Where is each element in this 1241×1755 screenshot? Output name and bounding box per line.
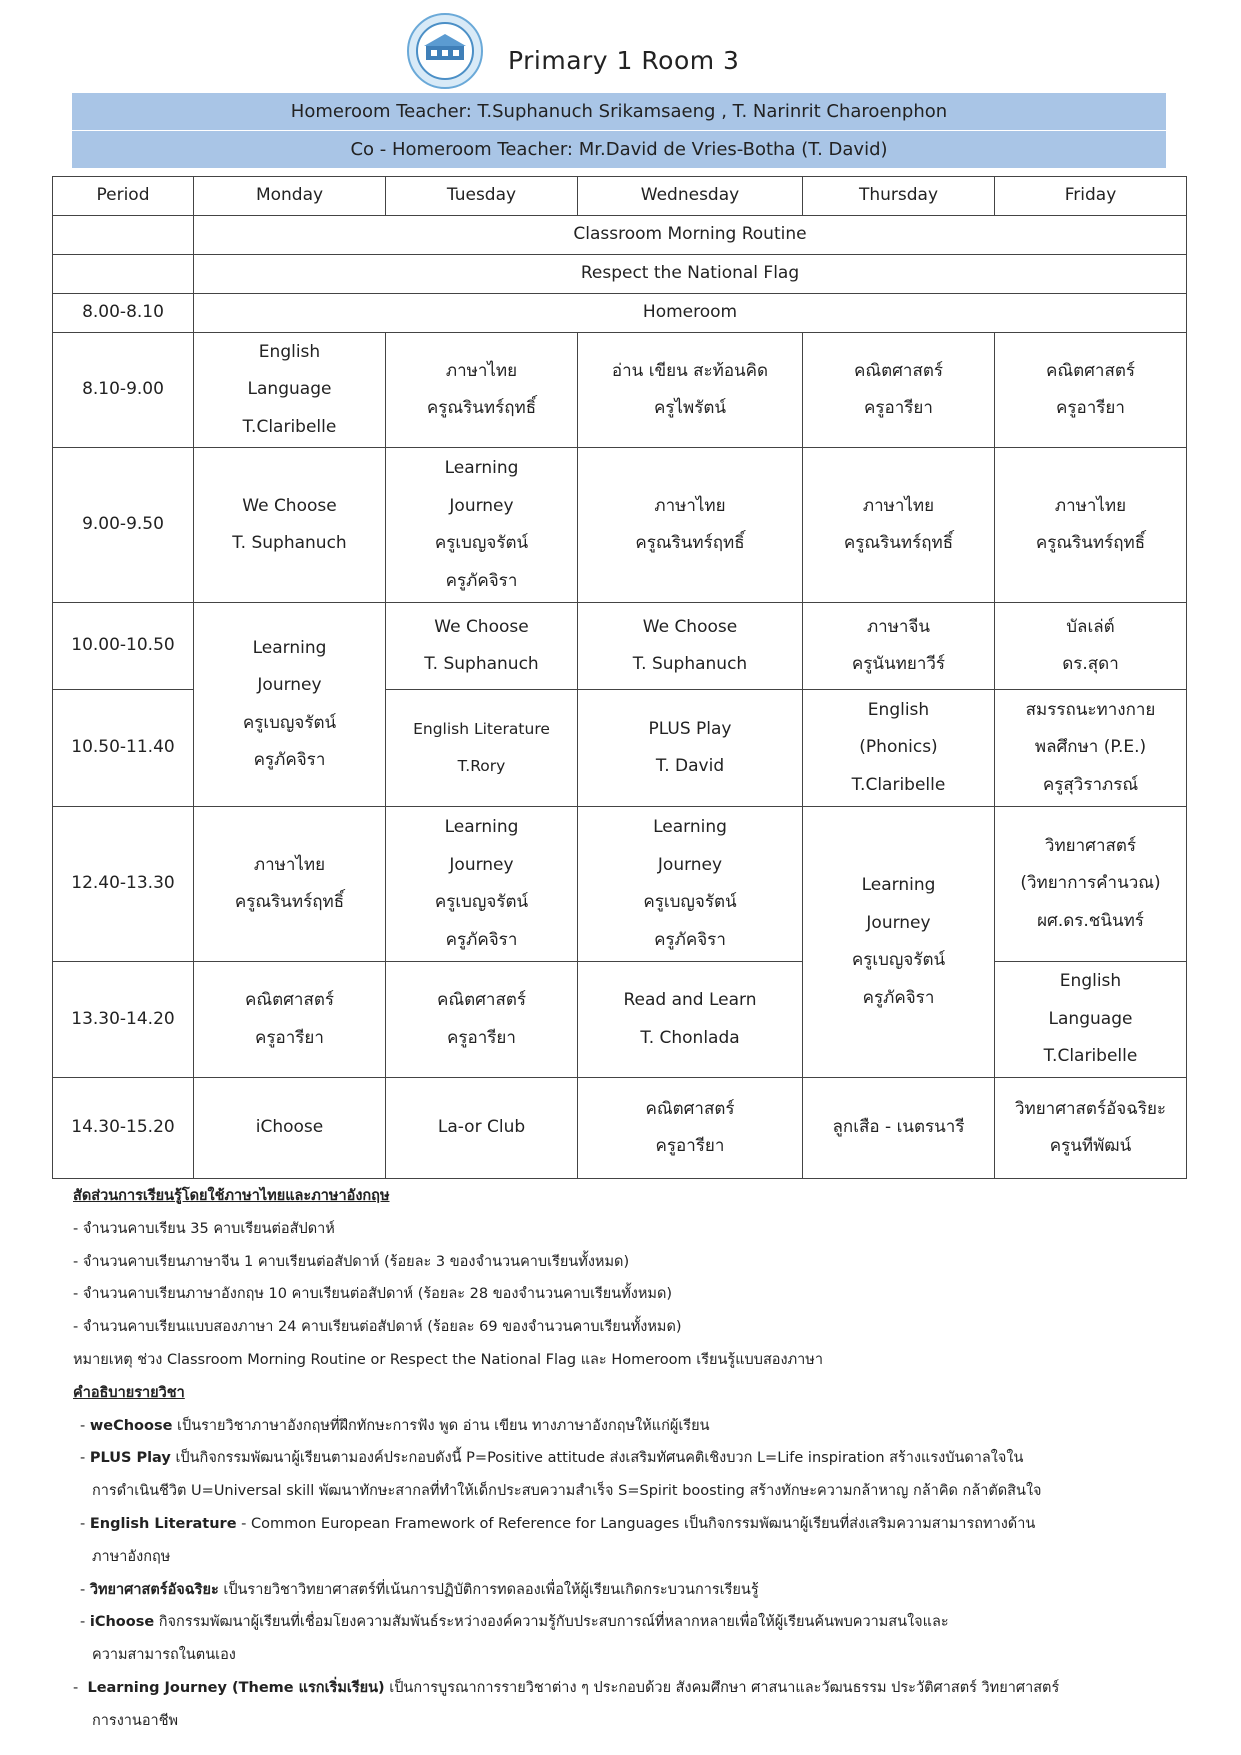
- desc-term: weChoose: [89, 1417, 173, 1434]
- period-time: 12.40-13.30: [53, 807, 194, 962]
- desc-text: ความสามารถในตนเอง: [92, 1647, 236, 1664]
- cell-line: คณิตศาสตร์: [853, 360, 944, 381]
- cell-line: ครูภัคจิรา: [862, 987, 935, 1008]
- cell-line: T. Chonlada: [640, 1027, 740, 1048]
- class-cell: [578, 807, 803, 962]
- period-time: 10.00-10.50: [53, 603, 194, 690]
- cell-line: ภาษาไทย: [654, 495, 726, 516]
- cell-line: T. Suphanuch: [232, 533, 347, 553]
- header-wednesday: Wednesday: [578, 177, 803, 216]
- flag-row: [53, 255, 1187, 294]
- cell-line: We Choose: [642, 616, 738, 637]
- class-cell: [578, 333, 803, 448]
- desc-wechoose: - weChoose เป็นรายวิชาภาษาอังกฤษที่ฝึกทักษะการฟัง พูด อ่าน เขียน ทางภาษาอังกฤษให้แก่ผู้เรียน: [80, 1417, 710, 1434]
- cell-line: Learning: [444, 458, 519, 478]
- cell-line: Journey: [866, 912, 931, 933]
- cell-line: Learning: [653, 817, 727, 837]
- desc-text: เป็นรายวิชาภาษาอังกฤษที่ฝึกทักษะการฟัง พูด อ่าน เขียน ทางภาษาอังกฤษให้แก่ผู้เรียน: [172, 1417, 710, 1434]
- cell-line: ครูณรินทร์ฤทธิ์: [635, 533, 745, 553]
- class-cell: [386, 962, 578, 1078]
- cell-line: ภาษาไทย: [445, 360, 518, 381]
- desc-text: - Common European Framework of Reference for Languages เป็นกิจกรรมพัฒนาผู้เรียนที่ส่งเสริมความสามารถทางด้าน: [236, 1515, 1036, 1532]
- cell-line: วิทยาศาสตร์อัจฉริยะ: [1014, 1098, 1167, 1119]
- cell-line: ครูอารียา: [1056, 398, 1125, 418]
- cell-line: Read and Learn: [623, 990, 757, 1010]
- header-tuesday: Tuesday: [386, 177, 578, 216]
- description-heading: คำอธิบายรายวิชา: [73, 1384, 185, 1401]
- cell-line: ครูเบญจรัตน์: [643, 892, 737, 912]
- cell-line: ครูภัคจิรา: [445, 570, 518, 591]
- cell-line: T. Suphanuch: [424, 654, 539, 674]
- desc-text: เป็นกิจกรรมพัฒนาผู้เรียนตามองค์ประกอบดังนี้ P=Positive attitude ส่งเสริมทัศนคติเชิงบวก L=Life inspiration สร้างแรงบันดาลใจใน: [170, 1450, 1024, 1467]
- header-thursday: Thursday: [803, 177, 995, 216]
- class-cell: [578, 1078, 803, 1179]
- ratio-line: - จำนวนคาบเรียนภาษาจีน 1 คาบเรียนต่อสัปดาห์ (ร้อยละ 3 ของจำนวนคาบเรียนทั้งหมด): [73, 1253, 630, 1270]
- cell-line: Language: [1048, 1008, 1133, 1029]
- cell-line: ครูเบญจรัตน์: [242, 712, 337, 733]
- remark: หมายเหตุ ช่วง Classroom Morning Routine or Respect the National Flag และ Homeroom เรียนรู้แบบสองภาษา: [73, 1351, 823, 1368]
- cell-line: ครูภัคจิรา: [654, 929, 726, 950]
- cell-line: Journey: [257, 675, 322, 695]
- co-homeroom-teacher-banner: Co - Homeroom Teacher: Mr.David de Vries-Botha (T. David): [72, 131, 1166, 168]
- class-cell: [578, 603, 803, 690]
- desc-plus-play: - PLUS Play เป็นกิจกรรมพัฒนาผู้เรียนตามองค์ประกอบดังนี้ P=Positive attitude ส่งเสริมทัศนคติเชิงบวก L=Life inspiration สร้างแรงบันดาลใจใน: [80, 1450, 1024, 1467]
- cell-line: ครูสุวิราภรณ์: [1042, 774, 1139, 795]
- homeroom-row: [53, 294, 1187, 333]
- period-row: [53, 603, 1187, 690]
- timetable: [52, 176, 1187, 1179]
- class-cell: [386, 1078, 578, 1179]
- class-cell: [803, 603, 995, 690]
- class-cell: [578, 448, 803, 603]
- class-cell: [995, 448, 1187, 603]
- desc-term: PLUS Play: [89, 1450, 171, 1467]
- period-row: [53, 962, 1187, 1078]
- cell-line: Journey: [449, 495, 514, 516]
- school-logo: [406, 12, 484, 90]
- cell-line: English: [867, 699, 930, 720]
- period-row: [53, 1078, 1187, 1179]
- header-row: [53, 177, 1187, 216]
- desc-text: เป็นรายวิชาวิทยาศาสตร์ที่เน้นการปฏิบัติการทดลองเพื่อให้ผู้เรียนเกิดกระบวนการเรียนรู้: [218, 1581, 759, 1598]
- class-cell: [995, 962, 1187, 1078]
- cell-line: ครูอารียา: [655, 1136, 725, 1156]
- cell-line: We Choose: [434, 616, 529, 637]
- class-cell: [386, 807, 578, 962]
- period-row: [53, 333, 1187, 448]
- cell-line: สมรรถนะทางกาย: [1025, 699, 1156, 720]
- desc-learning-journey: - Learning Journey (Theme แรกเริ่มเรียน) เป็นการบูรณาการรายวิชาต่าง ๆ ประกอบด้วย สังคมศึกษา ศาสนาและวัฒนธรรม ประวัติศาสตร์ วิทยาศาสตร์: [73, 1679, 1060, 1696]
- cell-line: iChoose: [255, 1117, 324, 1138]
- class-cell: [995, 1078, 1187, 1179]
- cell-line: English: [258, 341, 321, 362]
- period-time: 8.10-9.00: [53, 333, 194, 448]
- cell-line: PLUS Play: [648, 718, 732, 739]
- national-flag-cell: Respect the National Flag: [194, 255, 1187, 294]
- class-cell: [995, 603, 1187, 690]
- period-row: [53, 807, 1187, 962]
- desc-english-literature: - English Literature - Common European Framework of Reference for Languages เป็นกิจกรรมพัฒนาผู้เรียนที่ส่งเสริมความสามารถทางด้าน: [80, 1515, 1036, 1532]
- desc-text: กิจกรรมพัฒนาผู้เรียนที่เชื่อมโยงความสัมพันธ์ระหว่างองค์ความรู้กับประสบการณ์ที่หลากหลายเพื่อให้ผู้เรียนค้นพบความสนใจและ: [154, 1614, 949, 1631]
- class-cell: [194, 448, 386, 603]
- class-cell: [386, 333, 578, 448]
- class-cell: [194, 1078, 386, 1179]
- cell-line: Learning: [444, 817, 519, 837]
- homeroom-cell: Homeroom: [194, 294, 1187, 333]
- cell-line: วิทยาศาสตร์: [1044, 835, 1137, 856]
- cell-line: (วิทยาการคำนวณ): [1020, 873, 1161, 894]
- cell-line: ครูณรินทร์ฤทธิ์: [426, 398, 537, 418]
- class-cell: [995, 690, 1187, 807]
- cell-line: We Choose: [242, 495, 337, 516]
- class-cell: [803, 807, 995, 1078]
- cell-line: (Phonics): [859, 737, 938, 758]
- period-time: 8.00-8.10: [53, 294, 194, 333]
- empty-period-cell: [53, 255, 194, 294]
- class-cell: [194, 807, 386, 962]
- cell-line: ผศ.ดร.ชนินทร์: [1037, 910, 1144, 931]
- cell-line: คณิตศาสตร์: [244, 990, 335, 1010]
- cell-line: ภาษาไทย: [1054, 495, 1127, 516]
- period-time: 9.00-9.50: [53, 448, 194, 603]
- cell-line: Journey: [449, 854, 514, 875]
- class-cell: [578, 690, 803, 807]
- desc-term: วิทยาศาสตร์อัจฉริยะ: [89, 1581, 219, 1598]
- cell-line: T. David: [655, 756, 725, 776]
- class-cell: [386, 603, 578, 690]
- cell-line: คณิตศาสตร์: [645, 1098, 735, 1119]
- cell-line: ครูณรินทร์ฤทธิ์: [843, 533, 954, 553]
- cell-line: ดร.สุดา: [1062, 654, 1119, 674]
- empty-period-cell: [53, 216, 194, 255]
- desc-ichoose: - iChoose กิจกรรมพัฒนาผู้เรียนที่เชื่อมโยงความสัมพันธ์ระหว่างองค์ความรู้กับประสบการณ์ที่หลากหลายเพื่อให้ผู้เรียนค้นพบความสนใจและ: [80, 1614, 949, 1631]
- period-time: 14.30-15.20: [53, 1078, 194, 1179]
- class-cell: [578, 962, 803, 1078]
- cell-line: Language: [247, 379, 332, 400]
- cell-line: ครูอารียา: [255, 1027, 324, 1048]
- class-cell: [995, 807, 1187, 962]
- class-cell: [194, 333, 386, 448]
- cell-line: La-or Club: [437, 1117, 526, 1138]
- desc-science: - วิทยาศาสตร์อัจฉริยะ เป็นรายวิชาวิทยาศาสตร์ที่เน้นการปฏิบัติการทดลองเพื่อให้ผู้เรียนเกิดกระบวนการเรียนรู้: [80, 1581, 759, 1598]
- class-cell: [386, 690, 578, 807]
- morning-routine-cell: Classroom Morning Routine: [194, 216, 1187, 255]
- cell-line: คณิตศาสตร์: [436, 990, 527, 1010]
- desc-text: การดำเนินชีวิต U=Universal skill พัฒนาทักษะสากลที่ทำให้เด็กประสบความสำเร็จ S=Spirit boosting สร้างทักษะความกล้าหาญ กล้าคิด กล้าตัดสินใจ: [92, 1483, 1042, 1500]
- cell-line: T.Claribelle: [851, 774, 946, 795]
- cell-line: ครูภัคจิรา: [445, 929, 518, 950]
- cell-line: English Literature: [413, 719, 550, 738]
- cell-line: T.Rory: [457, 757, 506, 775]
- header-period: Period: [53, 177, 194, 216]
- period-time: 10.50-11.40: [53, 690, 194, 807]
- class-cell: [995, 333, 1187, 448]
- cell-line: Learning: [252, 637, 327, 658]
- cell-line: English: [1059, 971, 1122, 992]
- period-time: 13.30-14.20: [53, 962, 194, 1078]
- cell-line: ครูอารียา: [447, 1027, 516, 1048]
- class-cell: [194, 603, 386, 807]
- desc-term: English Literature: [89, 1515, 237, 1532]
- cell-line: Learning: [861, 875, 936, 895]
- cell-line: ภาษาจีน: [866, 616, 931, 637]
- cell-line: ภาษาไทย: [253, 854, 326, 875]
- cell-line: อ่าน เขียน สะท้อนคิด: [611, 360, 769, 381]
- cell-line: ภาษาไทย: [862, 495, 935, 516]
- desc-term: iChoose: [89, 1614, 155, 1631]
- cell-line: T.Claribelle: [242, 416, 337, 437]
- cell-line: T.Claribelle: [1043, 1046, 1138, 1067]
- desc-term: Learning Journey (Theme แรกเริ่มเรียน): [87, 1679, 385, 1696]
- ratio-heading: สัดส่วนการเรียนรู้โดยใช้ภาษาไทยและภาษาอังกฤษ: [73, 1188, 390, 1204]
- cell-line: ลูกเสือ - เนตรนารี: [832, 1117, 965, 1138]
- desc-text: เป็นการบูรณาการรายวิชาต่าง ๆ ประกอบด้วย สังคมศึกษา ศาสนาและวัฒนธรรม ประวัติศาสตร์ วิทยาศาสตร์: [384, 1679, 1060, 1696]
- page-title: Primary 1 Room 3: [508, 46, 740, 75]
- cell-line: ครูไพรัตน์: [653, 398, 727, 418]
- cell-line: คณิตศาสตร์: [1045, 360, 1136, 381]
- cell-line: Journey: [657, 854, 723, 875]
- cell-line: ครูอารียา: [864, 398, 933, 418]
- routine-row: [53, 216, 1187, 255]
- cell-line: พลศึกษา (P.E.): [1034, 737, 1147, 758]
- homeroom-teacher-banner: Homeroom Teacher: T.Suphanuch Srikamsaeng , T. Narinrit Charoenphon: [72, 93, 1166, 130]
- desc-text: ภาษาอังกฤษ: [92, 1548, 171, 1565]
- cell-line: บัลเล่ต์: [1066, 616, 1115, 637]
- class-cell: [803, 333, 995, 448]
- cell-line: T. Suphanuch: [632, 654, 748, 674]
- period-row: [53, 448, 1187, 603]
- header-friday: Friday: [995, 177, 1187, 216]
- cell-line: ครูณรินทร์ฤทธิ์: [234, 892, 345, 912]
- cell-line: ครูนทีพัฒน์: [1049, 1136, 1132, 1156]
- class-cell: [803, 690, 995, 807]
- cell-line: ครูเบญจรัตน์: [851, 950, 946, 970]
- cell-line: ครูเบญจรัตน์: [434, 892, 529, 912]
- class-cell: [194, 962, 386, 1078]
- cell-line: ครูเบญจรัตน์: [434, 533, 529, 553]
- class-cell: [803, 448, 995, 603]
- ratio-line: - จำนวนคาบเรียนแบบสองภาษา 24 คาบเรียนต่อสัปดาห์ (ร้อยละ 69 ของจำนวนคาบเรียนทั้งหมด): [73, 1319, 682, 1336]
- ratio-line: - จำนวนคาบเรียน 35 คาบเรียนต่อสัปดาห์: [73, 1220, 335, 1237]
- header-monday: Monday: [194, 177, 386, 216]
- ratio-line: - จำนวนคาบเรียนภาษาอังกฤษ 10 คาบเรียนต่อสัปดาห์ (ร้อยละ 28 ของจำนวนคาบเรียนทั้งหมด): [73, 1286, 673, 1303]
- desc-text: การงานอาชีพ: [92, 1712, 179, 1729]
- notes-section: [73, 1180, 1173, 1738]
- cell-line: ครูนันทยาวีร์: [851, 654, 946, 674]
- cell-line: ครูณรินทร์ฤทธิ์: [1035, 533, 1146, 553]
- class-cell: [803, 1078, 995, 1179]
- cell-line: ครูภัคจิรา: [253, 750, 326, 770]
- class-cell: [386, 448, 578, 603]
